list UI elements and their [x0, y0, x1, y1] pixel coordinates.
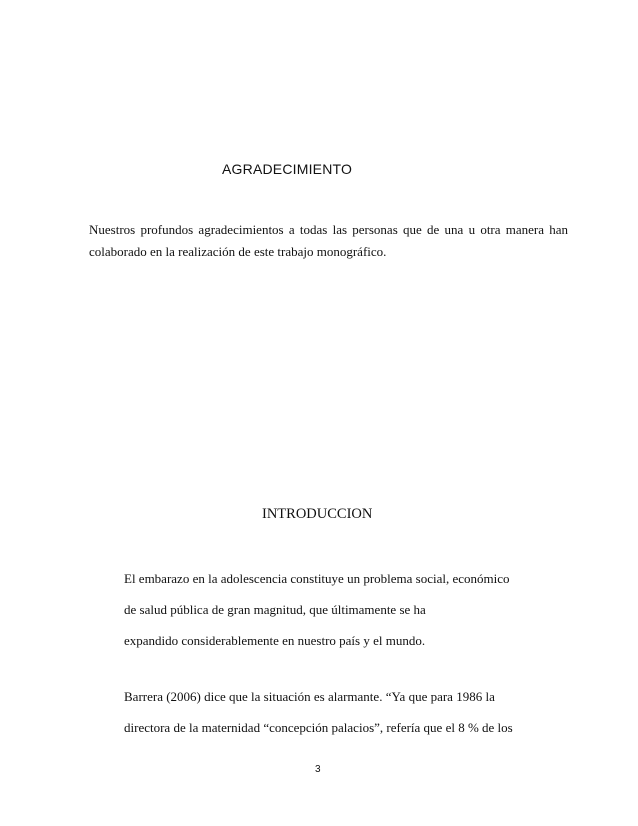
acknowledgements-title: AGRADECIMIENTO: [222, 161, 353, 177]
acknowledgements-paragraph: [89, 219, 569, 263]
introduction-title: INTRODUCCION: [262, 506, 373, 522]
paragraph-line: Barrera (2006) dice que la situación es alarmante. “Ya que para 1986 la: [124, 689, 495, 704]
paragraph-line: directora de la maternidad “concepción palacios”, refería que el 8 % de los: [124, 720, 513, 735]
paragraph-line: Nuestros profundos agradecimientos a todas las personas que de una u otra manera han: [89, 222, 569, 237]
paragraph-line: El embarazo en la adolescencia constituye un problema social, económico: [124, 571, 510, 586]
paragraph-line: expandido considerablemente en nuestro país y el mundo.: [124, 633, 426, 648]
page-number: 3: [315, 764, 321, 775]
paragraph-line: colaborado en la realización de este trabajo monográfico.: [89, 244, 387, 259]
paragraph-line: de salud pública de gran magnitud, que últimamente se ha: [124, 602, 426, 617]
